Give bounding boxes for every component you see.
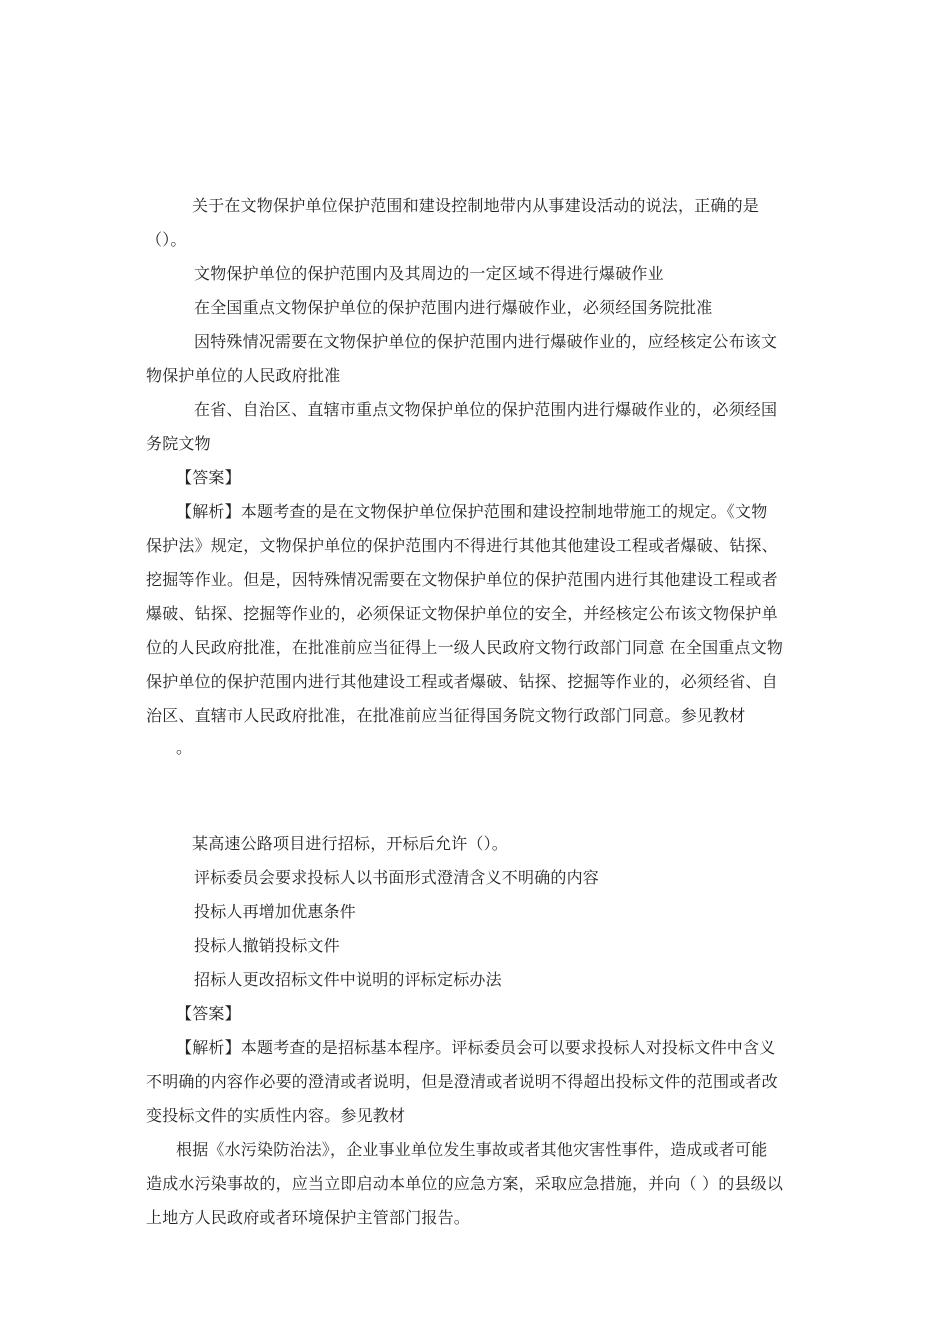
q2-option-a: 评标委员会要求投标人以书面形式澄清含义不明确的内容 xyxy=(194,868,600,887)
q3-stem-line2: 造成水污染事故的，应当立即启动本单位的应急方案，采取应急措施，并向（ ）的县级以 xyxy=(146,1174,784,1193)
q1-analysis-line2: 保护法》规定，文物保护单位的保护范围内不得进行其他其他建设工程或者爆破、钻探、 xyxy=(146,536,778,555)
q2-analysis-line3: 变投标文件的实质性内容。参见教材 xyxy=(146,1106,406,1125)
q2-stem: 某高速公路项目进行招标，开标后允许（）。 xyxy=(192,834,509,853)
q1-option-a: 文物保护单位的保护范围内及其周边的一定区域不得进行爆破作业 xyxy=(194,264,664,283)
q2-option-c: 投标人撤销投标文件 xyxy=(194,936,340,955)
q2-answer-label: 【答案】 xyxy=(176,1004,241,1023)
q1-answer-label: 【答案】 xyxy=(176,468,241,487)
q1-option-d-line1: 在省、自治区、直辖市重点文物保护单位的保护范围内进行爆破作业的，必须经国 xyxy=(194,400,778,419)
q3-stem-line1: 根据《水污染防治法》，企业事业单位发生事故或者其他灾害性事件，造成或者可能 xyxy=(176,1140,768,1159)
q3-stem-line3: 上地方人民政府或者环境保护主管部门报告。 xyxy=(146,1208,471,1227)
q1-analysis-line1: 【解析】本题考查的是在文物保护单位保护范围和建设控制地带施工的规定。《文物 xyxy=(176,502,768,521)
q1-option-b: 在全国重点文物保护单位的保护范围内进行爆破作业，必须经国务院批准 xyxy=(194,298,713,317)
q1-analysis-line4: 爆破、钻探、挖掘等作业的，必须保证文物保护单位的安全，并经核定公布该文物保护单 xyxy=(146,604,778,623)
q1-option-d-line2: 务院文物 xyxy=(146,434,211,453)
q2-option-b: 投标人再增加优惠条件 xyxy=(194,902,357,921)
q1-option-c-line1: 因特殊情况需要在文物保护单位的保护范围内进行爆破作业的，应经核定公布该文 xyxy=(194,332,778,351)
q2-analysis-line2: 不明确的内容作必要的澄清或者说明，但是澄清或者说明不得超出投标文件的范围或者改 xyxy=(146,1072,778,1091)
q2-analysis-line1: 【解析】本题考查的是招标基本程序。评标委员会可以要求投标人对投标文件中含义 xyxy=(176,1038,776,1057)
q1-analysis-line8: 。 xyxy=(176,738,193,757)
q1-analysis-line3: 挖掘等作业。但是，因特殊情况需要在文物保护单位的保护范围内进行其他建设工程或者 xyxy=(146,570,778,589)
q1-stem-line1: 关于在文物保护单位保护范围和建设控制地带内从事建设活动的说法，正确的是 xyxy=(192,196,760,215)
q1-analysis-line5: 位的人民政府批准，在批准前应当征得上一级人民政府文物行政部门同意 在全国重点文物 xyxy=(146,638,784,657)
q1-analysis-line6: 保护单位的保护范围内进行其他建设工程或者爆破、钻探、挖掘等作业的，必须经省、自 xyxy=(146,672,778,691)
q1-stem-line2: （）。 xyxy=(146,230,187,249)
q1-analysis-line7: 治区、直辖市人民政府批准，在批准前应当征得国务院文物行政部门同意。参见教材 xyxy=(146,706,746,725)
q1-option-c-line2: 物保护单位的人民政府批准 xyxy=(146,366,341,385)
q2-option-d: 招标人更改招标文件中说明的评标定标办法 xyxy=(194,970,502,989)
